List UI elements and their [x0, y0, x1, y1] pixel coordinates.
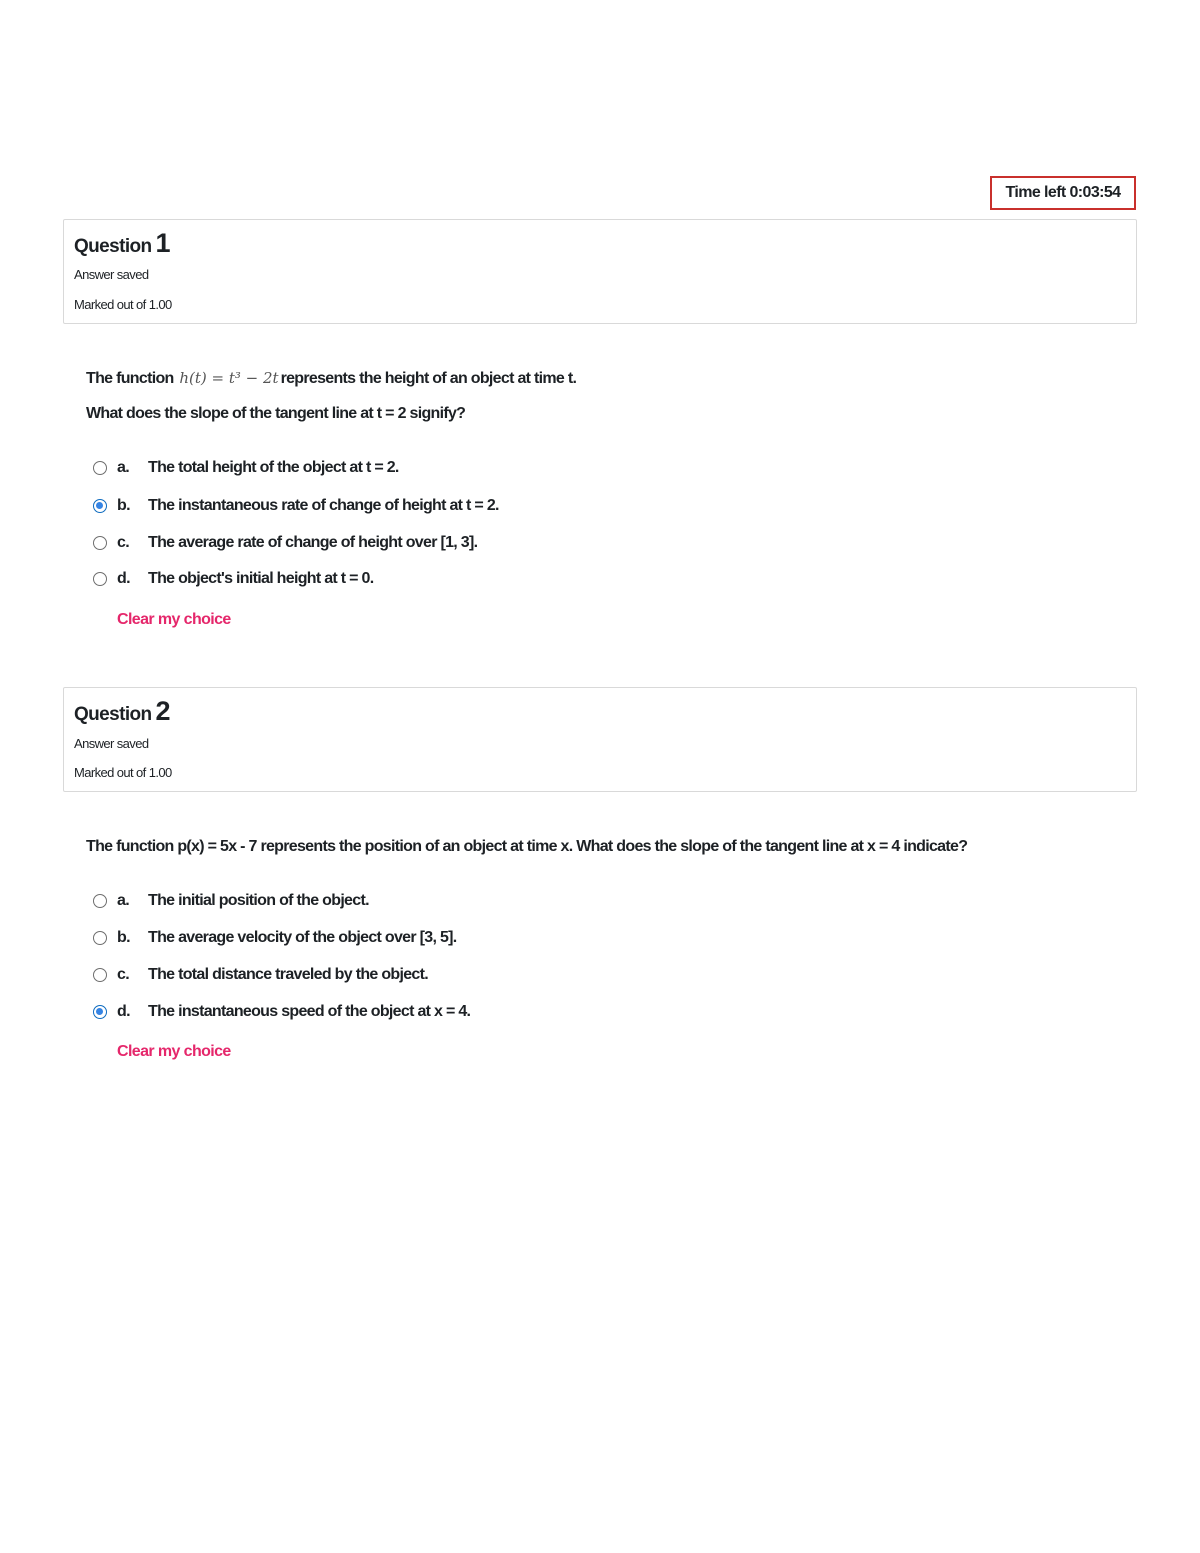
radio-button[interactable]: [93, 536, 107, 550]
q1-option-d[interactable]: [93, 567, 374, 591]
marks-info: Marked out of 1.00: [74, 297, 172, 312]
q2-option-b[interactable]: [93, 926, 457, 950]
option-letter: a.: [117, 459, 130, 476]
option-letter: d.: [117, 570, 131, 587]
q2-option-c[interactable]: [93, 963, 428, 987]
option-text: The total height of the object at t = 2.: [148, 459, 399, 476]
clear-my-choice-link-q1[interactable]: Clear my choice: [117, 611, 231, 628]
option-letter: b.: [117, 929, 131, 946]
q2-option-a[interactable]: [93, 889, 369, 913]
option-text: The average velocity of the object over [3, 5].: [148, 929, 457, 946]
question-2-text: The function p(x) = 5x - 7 represents the position of an object at time x. What does the slope of the tangent line at x = 4 indicate?: [86, 838, 968, 855]
q2-option-d[interactable]: [93, 1000, 470, 1024]
radio-button[interactable]: [93, 968, 107, 982]
radio-button[interactable]: [93, 931, 107, 945]
radio-button[interactable]: [93, 894, 107, 908]
question-number: 2: [155, 696, 171, 726]
option-text: The average rate of change of height over [1, 3].: [148, 534, 478, 551]
question-text-prefix: The function: [86, 370, 174, 387]
answer-status: Answer saved: [74, 736, 149, 751]
option-letter: a.: [117, 892, 130, 909]
option-text: The initial position of the object.: [148, 892, 369, 909]
q1-option-b[interactable]: [93, 494, 499, 518]
q1-option-a[interactable]: [93, 456, 399, 480]
radio-button-selected[interactable]: [93, 499, 107, 513]
marks-info: Marked out of 1.00: [74, 765, 172, 780]
option-text: The instantaneous rate of change of height at t = 2.: [148, 497, 499, 514]
question-label: Question: [74, 704, 152, 725]
option-letter: c.: [117, 534, 130, 551]
question-2-info: [63, 687, 1137, 792]
option-letter: d.: [117, 1003, 131, 1020]
time-left-timer: Time left 0:03:54: [990, 176, 1136, 210]
question-2-title: [74, 696, 171, 727]
radio-button[interactable]: [93, 572, 107, 586]
question-number: 1: [155, 228, 171, 258]
option-letter: c.: [117, 966, 130, 983]
question-1-prompt: What does the slope of the tangent line at t = 2 signify?: [86, 405, 466, 422]
option-text: The total distance traveled by the object.: [148, 966, 429, 983]
q1-option-c[interactable]: [93, 531, 477, 555]
option-letter: b.: [117, 497, 131, 514]
clear-my-choice-link-q2[interactable]: Clear my choice: [117, 1043, 231, 1060]
option-text: The instantaneous speed of the object at x = 4.: [148, 1003, 471, 1020]
radio-button-selected[interactable]: [93, 1005, 107, 1019]
question-1-info: [63, 219, 1137, 324]
radio-button[interactable]: [93, 461, 107, 475]
math-formula: h(t) = t³ − 2t: [179, 369, 279, 387]
question-label: Question: [74, 236, 152, 257]
question-1-title: [74, 228, 171, 259]
answer-status: Answer saved: [74, 267, 149, 282]
question-text-suffix: represents the height of an object at time t.: [280, 370, 577, 387]
option-text: The object's initial height at t = 0.: [148, 570, 374, 587]
question-1-text: [86, 369, 576, 388]
